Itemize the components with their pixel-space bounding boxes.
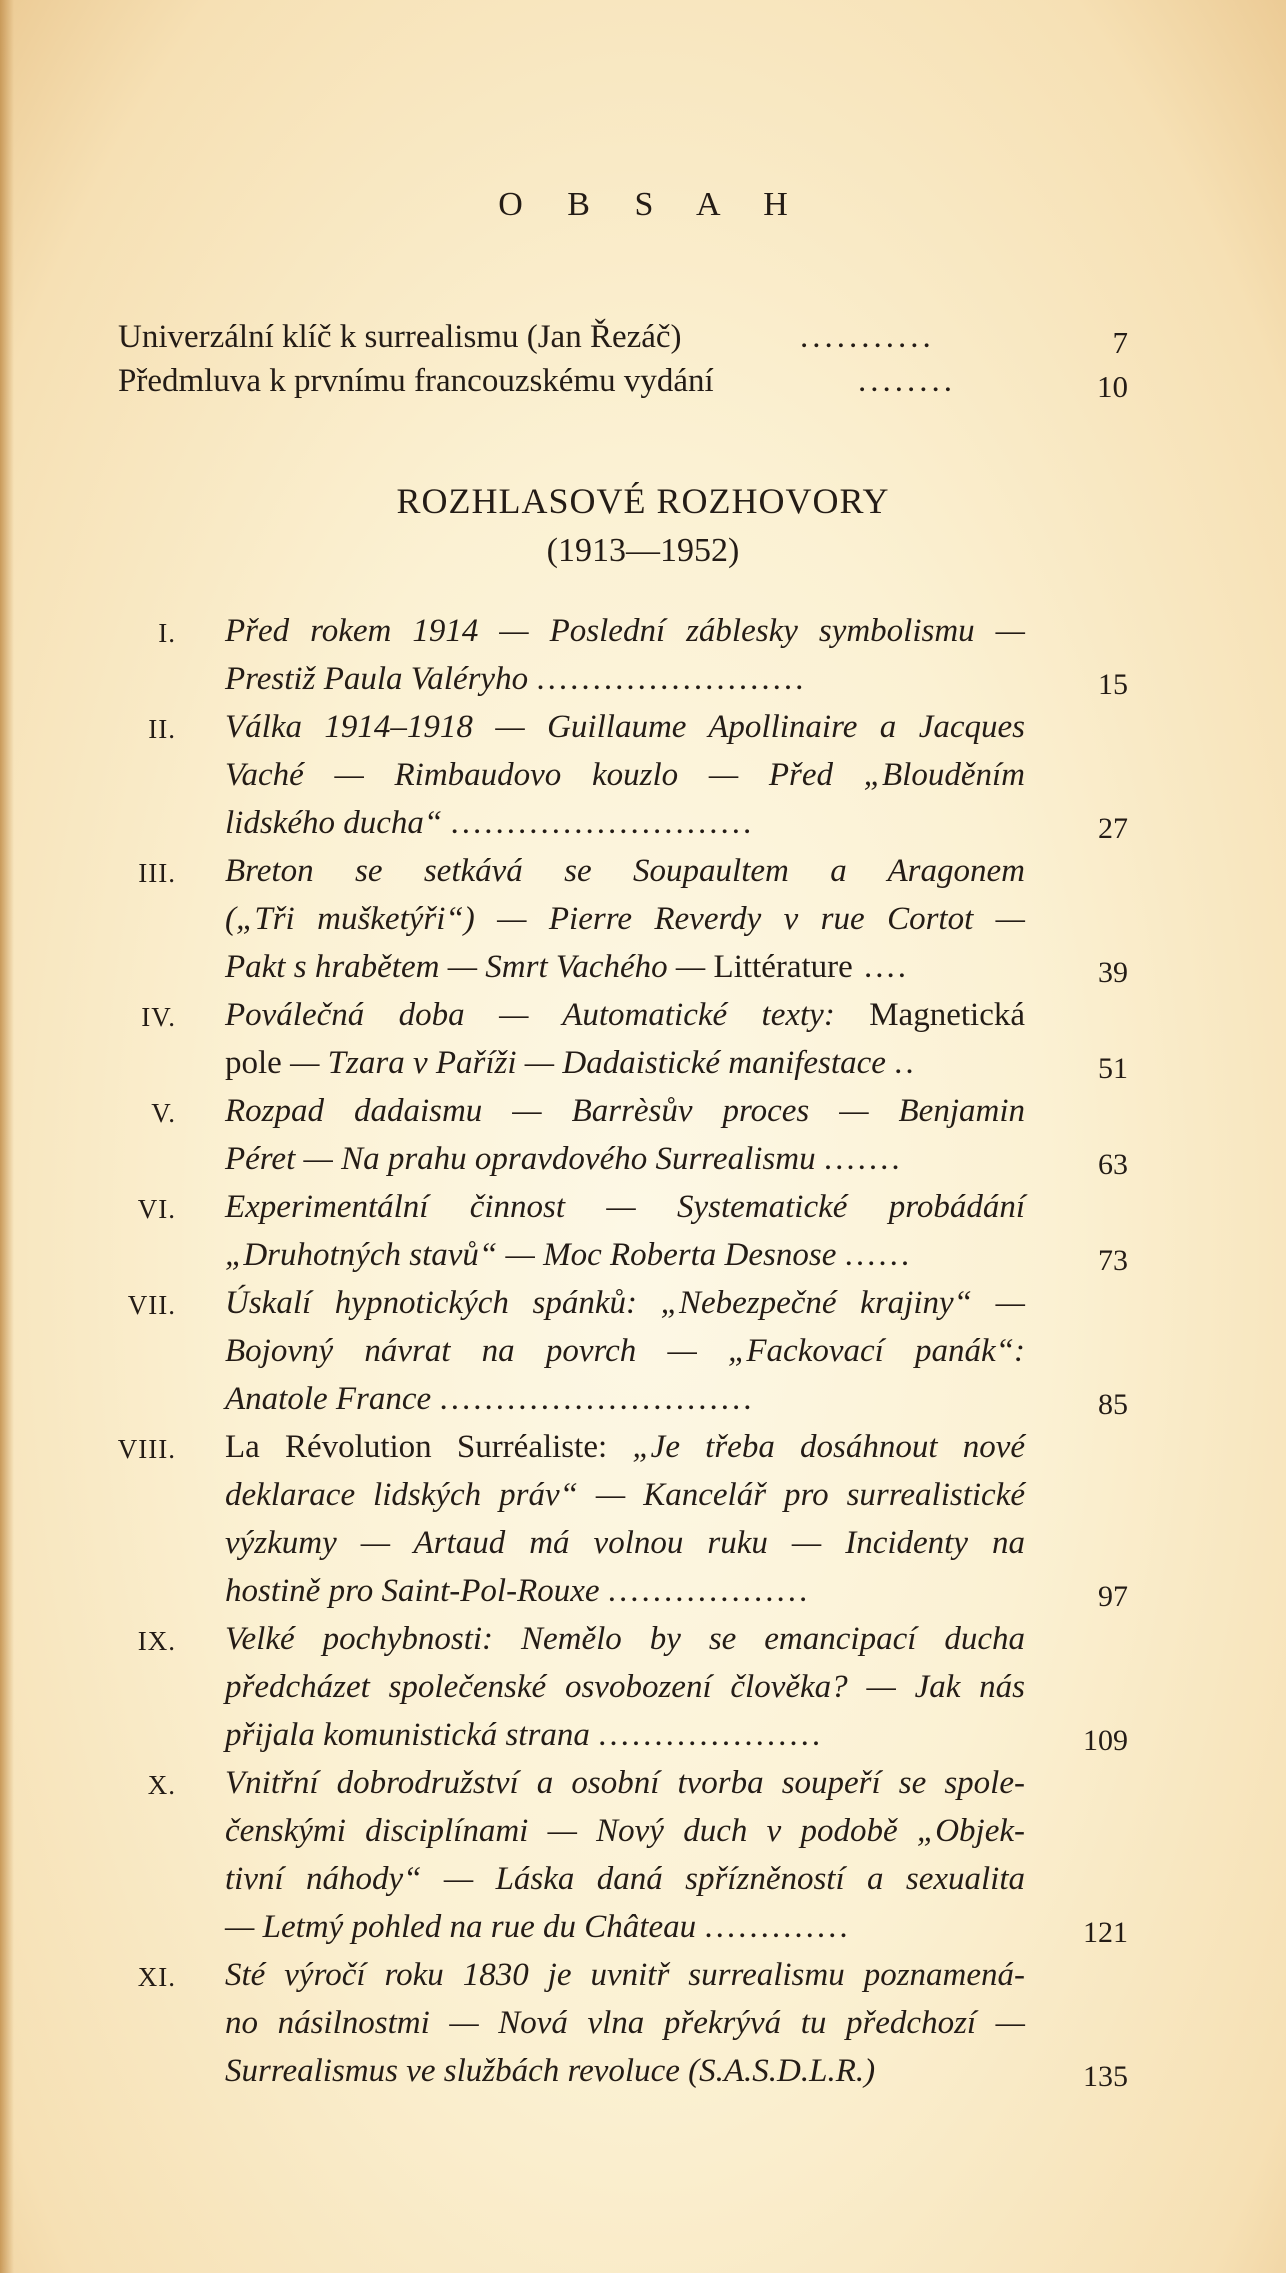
chapter-title-text: Pakt s hrabětem — Smrt Vachého — <box>225 949 714 985</box>
chapter-number: VIII. <box>117 1434 176 1464</box>
chapter-title-text: lidského ducha“ <box>225 805 451 841</box>
chapter-title-line <box>225 991 1025 1039</box>
leader-dots: ...... <box>844 1237 913 1273</box>
chapter-title-line <box>225 2047 1025 2095</box>
leader-dots: .................. <box>607 1573 811 1609</box>
page-number: 135 <box>1083 2060 1128 2093</box>
chapter-title-text: Prestiž Paula Valéryho <box>225 661 537 697</box>
chapter-title-line <box>225 1279 1025 1327</box>
chapter-title-text: Rozpad dadaismu — Barrèsův proces — Benjamin <box>225 1093 1025 1129</box>
chapter-title-line <box>225 943 1025 991</box>
leader-dots: .. <box>894 1045 917 1081</box>
chapter-title-text: přijala komunistická strana <box>225 1717 599 1753</box>
chapter-title-text: Velké pochybnosti: Nemělo by se emancipací ducha <box>225 1621 1025 1657</box>
chapter-title-line <box>225 1519 1025 1567</box>
chapter-title-text: Breton se setkává se Soupaultem a Aragonem <box>225 853 1025 889</box>
chapter-title-line <box>225 1135 1025 1183</box>
chapter-title-text: Před rokem 1914 — Poslední záblesky symbolismu — <box>225 613 1025 649</box>
leader-dots: .... <box>852 949 910 985</box>
page-number: 51 <box>1098 1052 1128 1085</box>
chapter-title-line <box>225 1087 1025 1135</box>
chapter-title-line <box>225 607 1025 655</box>
page-title: O B S A H <box>498 186 806 223</box>
chapter-title-line <box>225 1999 1025 2047</box>
leader-dots: .................... <box>598 1717 824 1753</box>
chapter-title-line <box>225 1471 1025 1519</box>
chapter-title-text: „Je třeba dosáhnout nové <box>632 1429 1025 1465</box>
chapter-title-line <box>225 1375 1025 1423</box>
toc-entry <box>0 1423 1286 1615</box>
page-number: 85 <box>1098 1388 1128 1421</box>
chapter-title-text: Experimentální činnost — Systematické probádání <box>225 1189 1025 1225</box>
page-number: 15 <box>1098 668 1128 701</box>
chapter-title-line <box>225 1039 1025 1087</box>
chapter-title-line <box>225 1423 1025 1471</box>
chapter-title-text: Vnitřní dobrodružství a osobní tvorba soupeří se spole- <box>225 1765 1025 1801</box>
chapter-title-text: výzkumy — Artaud má volnou ruku — Incidenty na <box>225 1525 1025 1561</box>
page-number: 10 <box>1097 369 1128 404</box>
chapter-title-text: Magnetická <box>869 997 1025 1033</box>
chapter-title-line <box>225 751 1025 799</box>
page-number: 73 <box>1098 1244 1128 1277</box>
chapter-title-line <box>225 895 1025 943</box>
toc-entry <box>0 1087 1286 1183</box>
chapter-title-text: Sté výročí roku 1830 je uvnitř surrealismu poznamená- <box>225 1957 1025 1993</box>
toc-entry <box>0 847 1286 991</box>
page-number: 27 <box>1098 812 1128 845</box>
leader-dots: ........... <box>800 319 935 355</box>
chapter-number: VII. <box>127 1290 176 1320</box>
chapter-number: XI. <box>137 1962 176 1992</box>
page-number: 7 <box>1112 325 1128 360</box>
toc-entry <box>0 1615 1286 1759</box>
chapter-title-text: („Tři mušketýři“) — Pierre Reverdy v rue Cortot — <box>225 901 1025 937</box>
chapter-title-text: La Révolution Surréaliste: <box>225 1429 633 1465</box>
chapter-title-text: Válka 1914–1918 — Guillaume Apollinaire a Jacques <box>225 709 1025 745</box>
chapter-title-line <box>225 1327 1025 1375</box>
chapter-title-text: Littérature <box>713 949 853 985</box>
chapter-title-text: čenskými disciplínami — Nový duch v podobě „Objek- <box>225 1813 1025 1849</box>
chapter-title-text: no násilnostmi — Nová vlna překrývá tu předchozí — <box>225 2005 1025 2041</box>
chapter-number: X. <box>147 1770 176 1800</box>
section-title: ROZHLASOVÉ ROZHOVORY <box>396 481 890 521</box>
leader-dots: ............. <box>704 1909 851 1945</box>
chapter-title-text: tivní náhody“ — Láska daná spřízněností a sexualita <box>225 1861 1025 1897</box>
chapter-title-line <box>225 799 1025 847</box>
leader-dots: ........ <box>858 363 956 399</box>
chapter-number: IV. <box>141 1002 176 1032</box>
chapter-title-line <box>225 703 1025 751</box>
chapter-title-line <box>225 1615 1025 1663</box>
toc-entry <box>0 1759 1286 1951</box>
chapter-title-line <box>225 1711 1025 1759</box>
leader-dots: ............................ <box>439 1381 755 1417</box>
chapter-title-text: předcházet společenské osvobození člověka? — Jak nás <box>225 1669 1025 1705</box>
chapter-title-text: Bojovný návrat na povrch — „Fackovací panák“: <box>225 1333 1025 1369</box>
chapter-number: I. <box>158 618 176 648</box>
chapter-title-line <box>225 1663 1025 1711</box>
page-number: 63 <box>1098 1148 1128 1181</box>
page-number: 39 <box>1098 956 1128 989</box>
page-number: 121 <box>1083 1916 1128 1949</box>
chapter-title-text: — Tzara v Paříži — Dadaistické manifestace <box>281 1045 895 1081</box>
table-of-contents <box>0 607 1286 2095</box>
chapter-title-line <box>225 1807 1025 1855</box>
front-matter-item <box>118 313 1128 361</box>
front-matter-item <box>118 357 1128 405</box>
toc-entry <box>0 1279 1286 1423</box>
leader-dots: ........................... <box>450 805 755 841</box>
toc-entry <box>0 607 1286 703</box>
chapter-title-line <box>225 847 1025 895</box>
page-number: 109 <box>1083 1724 1128 1757</box>
chapter-title-text: Úskalí hypnotických spánků: „Nebezpečné krajiny“ — <box>225 1285 1025 1321</box>
chapter-title-text: hostině pro Saint-Pol-Rouxe <box>225 1573 608 1609</box>
page-number: 97 <box>1098 1580 1128 1613</box>
chapter-number: III. <box>138 858 176 888</box>
chapter-title-text: „Druhotných stavů“ — Moc Roberta Desnose <box>225 1237 845 1273</box>
chapter-title-text: Péret — Na prahu opravdového Surrealismu <box>225 1141 824 1177</box>
chapter-title-line <box>225 1231 1025 1279</box>
chapter-title-text: Anatole France <box>225 1381 440 1417</box>
chapter-number: V. <box>151 1098 176 1128</box>
chapter-number: IX. <box>137 1626 176 1656</box>
chapter-title-text: Surrealismus ve službách revoluce (S.A.S.D.L.R.) <box>225 2053 876 2089</box>
toc-entry <box>0 1951 1286 2095</box>
chapter-title-line <box>225 1855 1025 1903</box>
section-subtitle: (1913—1952) <box>546 532 740 569</box>
chapter-title-line <box>225 1183 1025 1231</box>
chapter-title-text: Vaché — Rimbaudovo kouzlo — Před „Blouděním <box>225 757 1025 793</box>
chapter-title-line <box>225 1759 1025 1807</box>
toc-entry <box>0 1183 1286 1279</box>
chapter-title-text: pole <box>225 1045 282 1081</box>
leader-dots: ........................ <box>536 661 807 697</box>
chapter-number: VI. <box>137 1194 176 1224</box>
leader-dots: ....... <box>823 1141 903 1177</box>
front-matter-title: Předmluva k prvnímu francouzskému vydání <box>118 363 714 399</box>
chapter-title-line <box>225 655 1025 703</box>
chapter-title-line <box>225 1567 1025 1615</box>
chapter-title-text: deklarace lidských práv“ — Kancelář pro surrealistické <box>225 1477 1025 1513</box>
toc-entry <box>0 991 1286 1087</box>
chapter-number: II. <box>148 714 176 744</box>
toc-entry <box>0 703 1286 847</box>
chapter-title-line <box>225 1951 1025 1999</box>
chapter-title-text: Poválečná doba — Automatické texty: <box>225 997 870 1033</box>
chapter-title-line <box>225 1903 1025 1951</box>
chapter-title-text: — Letmý pohled na rue du Château <box>225 1909 705 1945</box>
front-matter-title: Univerzální klíč k surrealismu (Jan Řezáč) <box>118 319 682 355</box>
